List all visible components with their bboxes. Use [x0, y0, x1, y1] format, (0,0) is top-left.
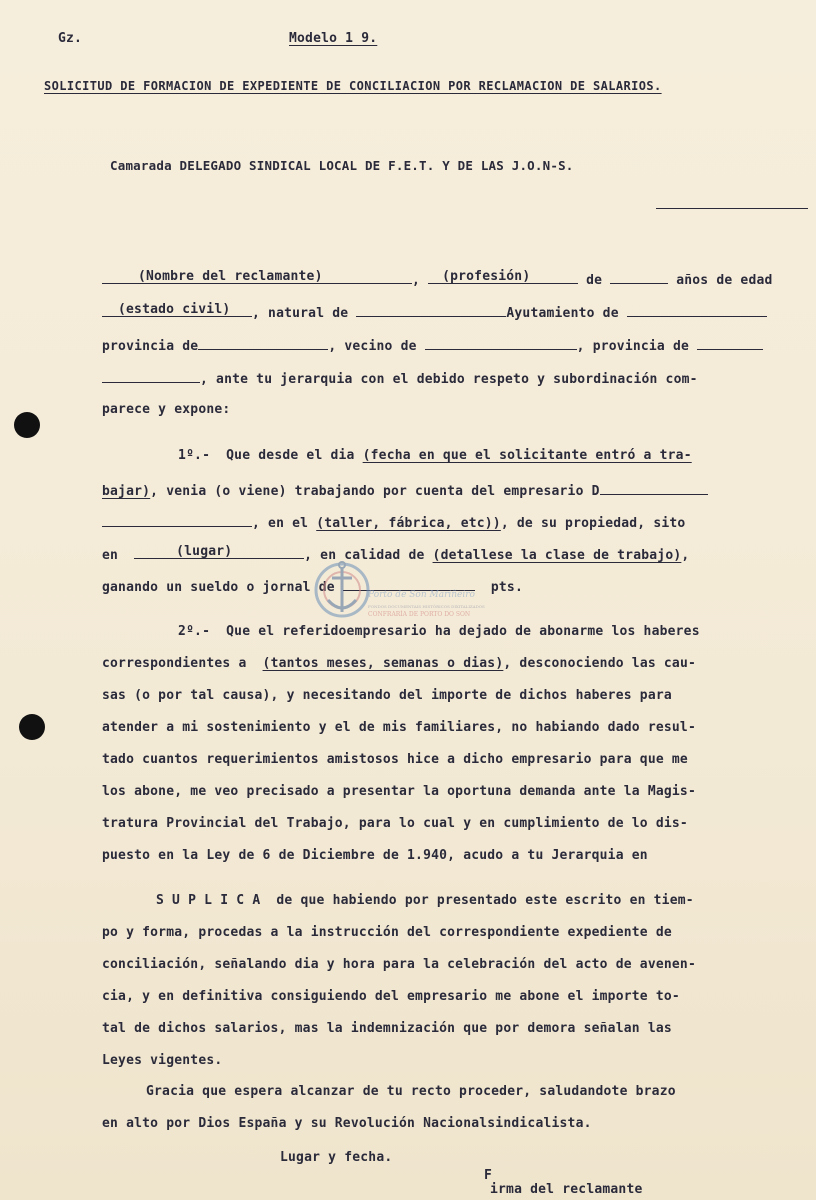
blank-municipality [627, 304, 767, 317]
p1-line-3: , en el (taller, fábrica, etc)), de su propiedad, sito [102, 514, 685, 532]
punch-hole-top [14, 412, 40, 438]
p3-line-6: Leyes vigentes. [102, 1053, 223, 1068]
blank-province-2 [697, 337, 763, 350]
blank-employer [600, 482, 708, 495]
intro-line-5: parece y expone: [102, 402, 231, 417]
stamp-line-1: FONDOS DOCUMENTAIS HISTÓRICOS DIXITALIZADOS [368, 604, 485, 609]
p3-line-2: po y forma, procedas a la instrucción del correspondiente expediente de [102, 925, 672, 940]
p1-line-4: en (lugar) , en calidad de (detallese la clase de trabajo), [102, 544, 690, 563]
blank-employer-2 [102, 514, 252, 527]
p2-line-7: tratura Provincial del Trabajo, para lo cual y en cumplimiento de lo dis- [102, 816, 688, 831]
profession-field: (profesión) [442, 269, 531, 284]
blank-province [198, 337, 328, 350]
p2-line-2: correspondientes a (tantos meses, semanas o dias), desconociendo las cau- [102, 656, 696, 671]
p1-line-2: bajar), venia (o viene) trabajando por cuenta del empresario D [102, 482, 708, 500]
p2-line-6: los abone, me veo precisado a presentar la oportuna demanda ante la Magis- [102, 784, 696, 799]
stamp-title: Porto de Son Mariñeiro [368, 590, 475, 600]
anchor-icon [312, 556, 372, 626]
place-and-date: Lugar y fecha. [280, 1150, 393, 1165]
p3-line-5: tal de dichos salarios, mas la indemnización que por demora señalan las [102, 1021, 672, 1036]
signature-label: irma del reclamante [490, 1182, 643, 1197]
p1-line-1: 1º.- Que desde el dia (fecha en que el solicitante entró a tra- [178, 448, 692, 463]
intro-line-4: , ante tu jerarquia con el debido respeto y subordinación com- [102, 370, 698, 388]
p3-line-3: conciliación, señalando dia y hora para la celebración del acto de avenen- [102, 957, 696, 972]
document-title: SOLICITUD DE FORMACION DE EXPEDIENTE DE CONCILIACION POR RECLAMACION DE SALARIOS. [44, 79, 662, 93]
blank-age [610, 271, 668, 284]
p3-line-4: cia, y en definitiva consiguiendo del empresario me abone el importe to- [102, 989, 680, 1004]
p2-line-5: tado cuantos requerimientos amistosos hice a dicho empresario para que me [102, 752, 688, 767]
p3-line-1: S U P L I C A de que habiendo por presentado este escrito en tiem- [156, 893, 694, 908]
closing-line-2: en alto por Dios España y su Revolución Nacionalsindicalista. [102, 1116, 592, 1131]
blank-province-3 [102, 370, 200, 383]
p2-line-1: 2º.- Que el referidoempresario ha dejado de abonarme los haberes [178, 624, 700, 639]
addressee: Camarada DELEGADO SINDICAL LOCAL DE F.E.T. Y DE LAS J.O.N-S. [110, 158, 574, 173]
intro-line-1: (Nombre del reclamante) , (profesión) de años de edad [102, 271, 773, 289]
blank-addressee [656, 196, 808, 209]
blank-residence [425, 337, 577, 350]
p1-line-5: ganando un sueldo o jornal de pts. [102, 580, 523, 595]
model-number: Modelo 1 9. [289, 31, 378, 46]
archive-stamp [312, 556, 485, 626]
place-field: (lugar) [176, 544, 233, 559]
stamp-line-2: CONFRARÍA DE PORTO DO SON [368, 611, 471, 618]
blank-birthplace [356, 304, 506, 317]
claimant-name-field: (Nombre del reclamante) [138, 269, 323, 284]
ref-code: Gz. [58, 31, 83, 46]
p2-line-8: puesto en la Ley de 6 de Diciembre de 1.940, acudo a tu Jerarquia en [102, 848, 648, 863]
p2-line-4: atender a mi sostenimiento y el de mis familiares, no habiando dado resul- [102, 720, 696, 735]
civil-status-field: (estado civil) [118, 302, 231, 317]
intro-line-3: provincia de , vecino de , provincia de [102, 337, 763, 355]
punch-hole-bottom [19, 714, 45, 740]
intro-line-2: (estado civil) , natural de Ayutamiento de [102, 304, 767, 322]
signature-initial: F [484, 1168, 493, 1183]
p2-line-3: sas (o por tal causa), y necesitando del importe de dichos haberes para [102, 688, 672, 703]
closing-line-1: Gracia que espera alcanzar de tu recto proceder, saludandote brazo [146, 1084, 676, 1099]
